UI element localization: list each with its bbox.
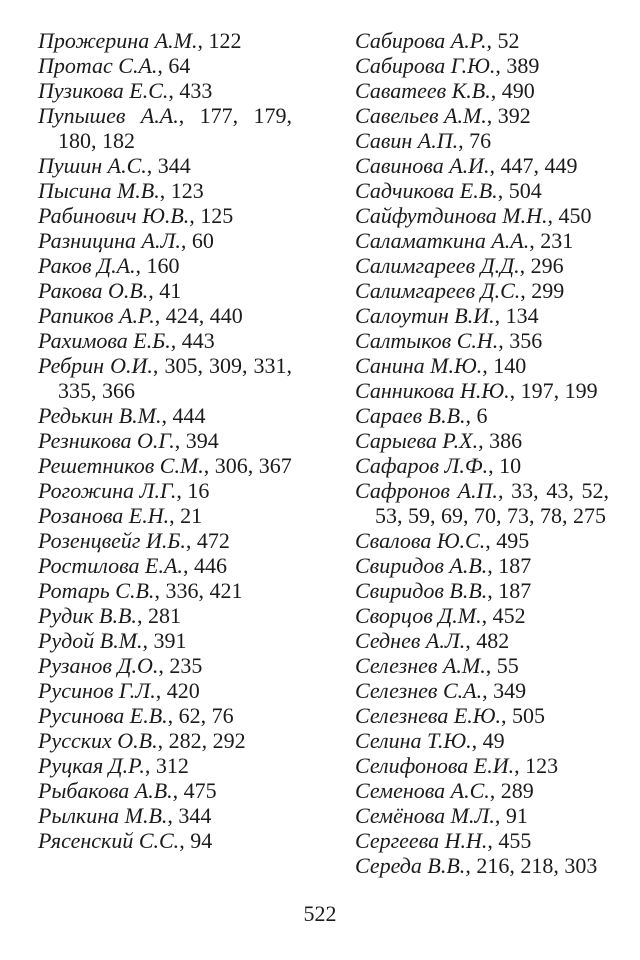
entry-name: Сергеева Н.Н. — [355, 828, 488, 853]
entry-pages: , 6 — [465, 403, 488, 428]
entry-name: Рылкина М.В. — [38, 803, 168, 828]
entry-pages: , 386 — [478, 428, 523, 453]
index-entry — [38, 678, 292, 703]
entry-pages: , 10 — [488, 453, 522, 478]
index-column-left — [38, 28, 292, 853]
entry-name: Ребрин О.И. — [38, 353, 153, 378]
entry-name: Рудой В.М. — [38, 628, 143, 653]
index-entry — [38, 778, 292, 803]
index-entry — [38, 203, 292, 228]
index-entry — [38, 478, 292, 503]
entry-pages: , 197, 199 — [509, 378, 598, 403]
index-entry — [355, 678, 609, 703]
entry-pages: , 504 — [497, 178, 542, 203]
entry-name: Селифонова Е.И. — [355, 753, 515, 778]
entry-pages: , 64 — [157, 53, 191, 78]
entry-pages: , 296 — [519, 253, 564, 278]
entry-pages: , 122 — [197, 28, 242, 53]
entry-pages: , 125 — [189, 203, 234, 228]
index-entry — [355, 128, 609, 153]
entry-pages: , 452 — [481, 603, 526, 628]
index-entry — [38, 578, 292, 603]
index-entry — [38, 503, 292, 528]
entry-pages: , 394 — [174, 428, 219, 453]
index-entry — [355, 278, 609, 303]
entry-pages: , 312 — [144, 753, 189, 778]
entry-name: Седнев А.Л. — [355, 628, 466, 653]
entry-name: Сафаров Л.Ф. — [355, 453, 489, 478]
entry-name: Саламаткина А.А. — [355, 228, 530, 253]
index-entry — [355, 353, 609, 378]
entry-pages: , 475 — [172, 778, 217, 803]
entry-name: Сараев В.В. — [355, 403, 466, 428]
entry-name: Руцкая Д.Р. — [38, 753, 145, 778]
entry-pages: , 235 — [158, 653, 203, 678]
index-entry — [355, 778, 609, 803]
index-entry — [38, 603, 292, 628]
entry-pages: , 306, 367 — [203, 453, 292, 478]
entry-pages: , 177, 179, 180, 182 — [58, 103, 292, 153]
entry-name: Русских О.В. — [38, 728, 158, 753]
entry-name: Сафронов А.П. — [355, 478, 498, 503]
entry-pages: , 455 — [487, 828, 532, 853]
index-entry — [38, 728, 292, 753]
entry-name: Селина Т.Ю. — [355, 728, 472, 753]
entry-pages: , 187 — [487, 553, 532, 578]
entry-name: Савинова А.И. — [355, 153, 490, 178]
entry-name: Раков Д.А. — [38, 253, 136, 278]
index-entry — [38, 78, 292, 103]
entry-name: Рогожина Л.Г. — [38, 478, 177, 503]
entry-pages: , 52 — [486, 28, 520, 53]
index-entry — [355, 553, 609, 578]
entry-pages: , 94 — [179, 828, 213, 853]
entry-name: Розанова Е.Н. — [38, 503, 170, 528]
index-entry — [355, 253, 609, 278]
entry-pages: , 21 — [169, 503, 203, 528]
entry-name: Розенцвейг И.Б. — [38, 528, 186, 553]
entry-pages: , 305, 309, 331, 335, 366 — [58, 353, 292, 403]
index-entry — [355, 853, 609, 878]
index-entry — [38, 53, 292, 78]
entry-name: Решетников С.М. — [38, 453, 204, 478]
index-entry — [355, 53, 609, 78]
entry-name: Русинов Г.Л. — [38, 678, 156, 703]
entry-name: Рудик В.В. — [38, 603, 137, 628]
entry-name: Савельев А.М. — [355, 103, 487, 128]
entry-name: Протас С.А. — [38, 53, 158, 78]
index-entry — [355, 303, 609, 328]
entry-pages: , 336, 421 — [154, 578, 243, 603]
entry-pages: , 391 — [142, 628, 187, 653]
entry-name: Рузанов Д.О. — [38, 653, 159, 678]
entry-name: Селезнев А.М. — [355, 653, 486, 678]
entry-name: Прожерина А.М. — [38, 28, 198, 53]
entry-name: Рясенский С.С. — [38, 828, 180, 853]
entry-name: Середа В.В. — [355, 853, 466, 878]
index-entry — [355, 228, 609, 253]
entry-pages: , 123 — [514, 753, 559, 778]
entry-pages: , 389 — [495, 53, 540, 78]
entry-name: Санникова Н.Ю. — [355, 378, 510, 403]
entry-pages: , 160 — [135, 253, 180, 278]
index-entry — [355, 178, 609, 203]
entry-pages: , 231 — [529, 228, 574, 253]
entry-pages: , 424, 440 — [154, 303, 243, 328]
entry-pages: , 495 — [485, 528, 530, 553]
index-entry — [38, 178, 292, 203]
index-column-right — [355, 28, 609, 878]
index-entry — [38, 28, 292, 53]
entry-name: Ростилова Е.А. — [38, 553, 183, 578]
entry-pages: , 433 — [168, 78, 213, 103]
entry-pages: , 289 — [489, 778, 534, 803]
entry-name: Пушин А.С. — [38, 153, 147, 178]
index-entry — [355, 403, 609, 428]
index-entry — [355, 78, 609, 103]
index-entry — [38, 278, 292, 303]
index-entry — [355, 803, 609, 828]
index-entry — [38, 253, 292, 278]
index-entry — [38, 353, 292, 403]
entry-name: Семёнова М.Л. — [355, 803, 495, 828]
entry-name: Саватеев К.В. — [355, 78, 491, 103]
entry-name: Резникова О.Г. — [38, 428, 175, 453]
index-entry — [355, 428, 609, 453]
entry-pages: , 49 — [471, 728, 505, 753]
index-entry — [38, 303, 292, 328]
index-entry — [355, 28, 609, 53]
index-entry — [38, 628, 292, 653]
entry-name: Ракова О.В. — [38, 278, 149, 303]
index-entry — [38, 103, 292, 153]
entry-name: Свалова Ю.С. — [355, 528, 486, 553]
entry-pages: , 392 — [486, 103, 531, 128]
entry-pages: , 60 — [180, 228, 214, 253]
index-entry — [355, 578, 609, 603]
index-entry — [355, 203, 609, 228]
entry-pages: , 446 — [182, 553, 227, 578]
entry-name: Салоутин В.И. — [355, 303, 495, 328]
entry-name: Пупышев А.А. — [38, 103, 179, 128]
index-entry — [355, 103, 609, 128]
entry-pages: , 282, 292 — [157, 728, 246, 753]
index-entry — [355, 378, 609, 403]
index-entry — [38, 453, 292, 478]
entry-name: Пузикова Е.С. — [38, 78, 169, 103]
entry-pages: , 447, 449 — [489, 153, 578, 178]
index-entry — [355, 828, 609, 853]
entry-name: Савин А.П. — [355, 128, 459, 153]
entry-pages: , 505 — [500, 703, 545, 728]
entry-pages: , 344 — [167, 803, 212, 828]
index-entry — [355, 528, 609, 553]
entry-pages: , 299 — [520, 278, 565, 303]
entry-name: Редькин В.М. — [38, 403, 162, 428]
index-entry — [355, 653, 609, 678]
index-entry — [38, 153, 292, 178]
index-entry — [355, 328, 609, 353]
index-entry — [355, 753, 609, 778]
entry-pages: , 76 — [458, 128, 492, 153]
index-entry — [38, 428, 292, 453]
entry-name: Рабинович Ю.В. — [38, 203, 190, 228]
entry-pages: , 216, 218, 303 — [465, 853, 598, 878]
index-entry — [38, 828, 292, 853]
entry-name: Салтыков С.Н. — [355, 328, 499, 353]
entry-name: Садчикова Е.В. — [355, 178, 498, 203]
index-entry — [38, 753, 292, 778]
entry-pages: , 140 — [482, 353, 527, 378]
entry-name: Салимгареев Д.Д. — [355, 253, 520, 278]
entry-pages: , 55 — [485, 653, 519, 678]
index-entry — [38, 703, 292, 728]
entry-pages: , 443 — [170, 328, 215, 353]
entry-name: Пысина М.В. — [38, 178, 160, 203]
index-entry — [355, 728, 609, 753]
entry-pages: , 444 — [161, 403, 206, 428]
index-entry — [38, 328, 292, 353]
entry-pages: , 187 — [487, 578, 532, 603]
index-entry — [355, 153, 609, 178]
entry-name: Семенова А.С. — [355, 778, 490, 803]
entry-name: Свиридов А.В. — [355, 553, 488, 578]
index-entry — [355, 703, 609, 728]
entry-pages: , 490 — [490, 78, 535, 103]
entry-name: Разницина А.Л. — [38, 228, 181, 253]
entry-pages: , 450 — [547, 203, 592, 228]
index-entry — [38, 228, 292, 253]
entry-pages: , 91 — [494, 803, 528, 828]
entry-pages: , 123 — [159, 178, 204, 203]
entry-pages: , 482 — [465, 628, 510, 653]
entry-pages: , 344 — [146, 153, 191, 178]
index-entry — [38, 653, 292, 678]
entry-name: Санина М.Ю. — [355, 353, 483, 378]
entry-name: Рахимова Е.Б. — [38, 328, 171, 353]
entry-name: Селезнев С.А. — [355, 678, 483, 703]
entry-pages: , 472 — [185, 528, 230, 553]
entry-pages: , 281 — [136, 603, 181, 628]
index-entry — [355, 453, 609, 478]
entry-name: Сарыева Р.Х. — [355, 428, 479, 453]
index-entry — [38, 803, 292, 828]
entry-name: Рапиков А.Р. — [38, 303, 155, 328]
entry-pages: , 33, 43, 52, 53, 59, 69, 70, 73, 78, 275 — [375, 478, 610, 528]
entry-name: Салимгареев Д.С. — [355, 278, 521, 303]
entry-name: Свиридов В.В. — [355, 578, 488, 603]
entry-name: Сабирова А.Р. — [355, 28, 487, 53]
entry-name: Сайфутдинова М.Н. — [355, 203, 548, 228]
entry-name: Ротарь С.В. — [38, 578, 155, 603]
page-number: 522 — [303, 901, 337, 926]
entry-pages: , 41 — [148, 278, 182, 303]
index-entry — [38, 553, 292, 578]
entry-pages: , 62, 76 — [167, 703, 234, 728]
index-entry — [355, 628, 609, 653]
index-entry — [355, 603, 609, 628]
index-entry — [355, 478, 609, 528]
entry-pages: , 349 — [482, 678, 527, 703]
index-entry — [38, 528, 292, 553]
entry-name: Селезнева Е.Ю. — [355, 703, 501, 728]
entry-name: Русинова Е.В. — [38, 703, 168, 728]
entry-pages: , 134 — [494, 303, 539, 328]
entry-name: Сворцов Д.М. — [355, 603, 482, 628]
entry-name: Рыбакова А.В. — [38, 778, 173, 803]
entry-pages: , 420 — [155, 678, 200, 703]
index-entry — [38, 403, 292, 428]
entry-pages: , 16 — [176, 478, 210, 503]
entry-pages: , 356 — [498, 328, 543, 353]
entry-name: Сабирова Г.Ю. — [355, 53, 496, 78]
